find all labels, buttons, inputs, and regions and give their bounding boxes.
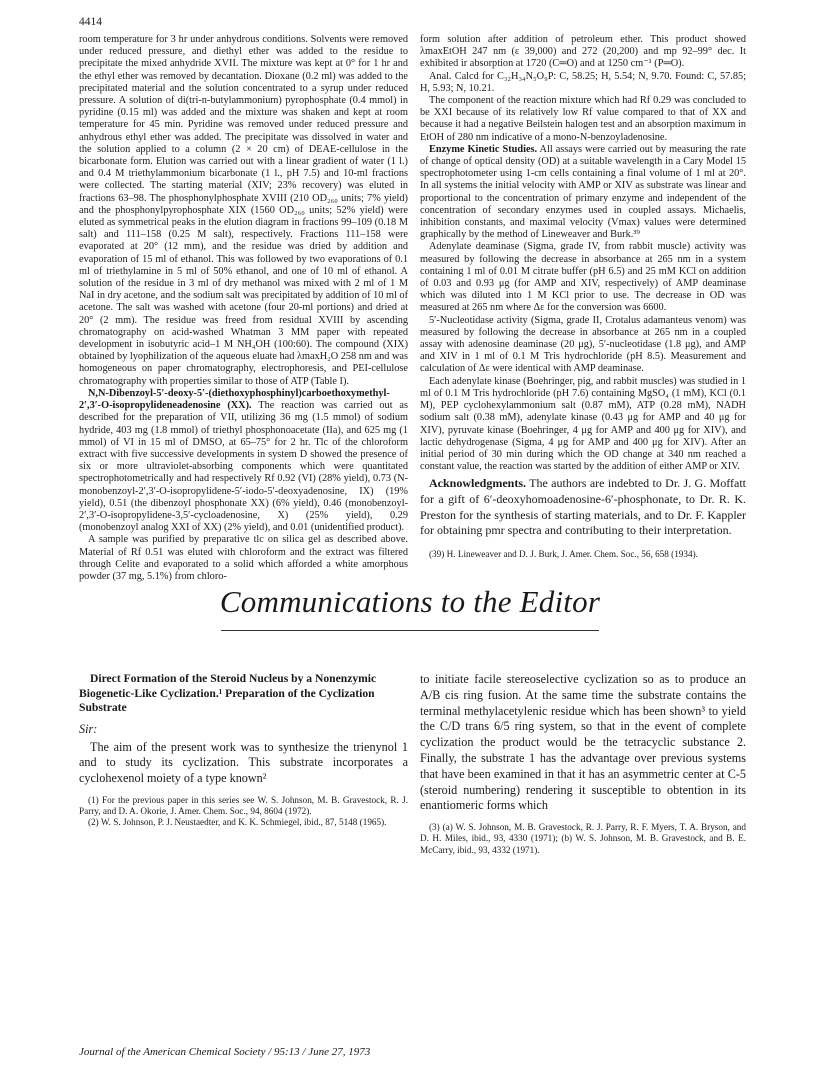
paragraph-body: All assays were carried out by measuring the rate of change of optical density (OD) at a suitable wavelength in a Cary Model 15 spectrophotometer using 1-cm cells containing a final volume of 1 ml at 20°. In all systems the initial velocity with AMP or XIV as substrate was linear and proportional to the concentration of primary enzyme and independent of the concentration of secondary enzymes used in coupled assays. Michaelis, inhibition constants, and maximal velocity (Vmax) values were determined graphically by the method of Lineweaver and Burk.³⁹ <box>420 143 746 241</box>
acknowledgments <box>420 476 746 538</box>
paragraph: Each adenylate kinase (Boehringer, pig, and rabbit muscles) was studied in 1 ml of 0.1 M Tris hydrochloride (pH 7.6) containing MgSO₄ (1 mM), KCl (0.1 M), PEP cyclohexylammonium salt (0.87 mM), ATP (0.28 mM), NADH sodium salt (0.38 mM), adenylate kinase (0.43 μg for AMP and 40 μg for XIV), pyruvate kinase (Boehringer, 4 μg for AMP and 400 μg for XIV), and lactic dehydrogenase (Sigma, 4 μg for AMP and 400 μg for XIV). After an initial period of 30 min during which the OD change at 340 nm reached a constant value, the reaction was started by the addition of either AMP or XIV. <box>420 375 746 473</box>
page-number: 4414 <box>79 16 102 28</box>
paragraph: The component of the reaction mixture which had Rf 0.29 was concluded to be XXI because of its relatively low Rf value compared to that of XX and because it had a negative Beilstein halogen test and an absorption maximum in EtOH of 280 nm indicative of a mono-N-benzoyladenosine. <box>420 95 746 143</box>
footnote-1: (1) For the previous paper in this series see W. S. Johnson, M. B. Gravestock, R. J. Parry, and D. A. Okorie, J. Amer. Chem. Soc., 94, 8604 (1972). <box>79 794 408 817</box>
footnotes <box>79 795 408 829</box>
acknowledgments-heading: Acknowledgments. <box>429 476 527 491</box>
acknowledgments-body: The authors are indebted to Dr. J. G. Moffatt for a gift of 6′-deoxyhomoadenosine-6′-phosphonate, to Dr. R. K. Preston for the synthesis of starting materials, and to Dr. F. Kappler for obtaining pmr spectra and contributing to their interpretation. <box>420 476 746 538</box>
experimental-left-column <box>79 34 408 583</box>
paragraph <box>420 144 746 242</box>
paragraph: form solution after addition of petroleum ether. This product showed λmaxEtOH 247 nm (ε 39,000) and 272 (20,200) and mp 92–99° dec. It exhibited ir absorption at 1720 (C═O) and at 1250 cm⁻¹ (P═O). <box>420 34 746 70</box>
compound-heading: N,N-Dibenzoyl-5′-deoxy-5′-(diethoxyphosphinyl)carboethoxymethyl-2′,3′-O-isopropylideneadenosine (XX). <box>79 387 390 412</box>
reference-39: (39) H. Lineweaver and D. J. Burk, J. Amer. Chem. Soc., 56, 658 (1934). <box>429 548 698 559</box>
paragraph: room temperature for 3 hr under anhydrous conditions. Solvents were removed under reduced pressure, and diethyl ether was added to the residue to precipitate the mixed anhydride XVII. The mixture was kept at 0° for 1 hr and the ethyl ether was removed by decantation. Dioxane (0.2 ml) was added to the precipitated material and the solution concentrated to a syrup under reduced pressure. A solution of di(tri-n-butylammonium) pyrophosphate (0.4 mmol) in pyridine (0.15 ml) was added and the mixture was shaken and kept at room temperature for 45 min. Pyridine was removed under reduced pressure and anhydrous ethyl ether was added. The precipitate was dissolved in water and the solution applied to a column (2 × 20 cm) of DEAE-cellulose in the bicarbonate form. Elution was carried out with a linear gradient of water (1 l.) and 0.4 M triethylammonium bicarbonate (1 l., pH 7.5) and 10-ml fractions were collected. The starting material (XIV; 23% recovery) was eluted in fractions 63–98. The phosphonylphosphate XVIII (210 OD₂₆₀ units; 7% yield) and the phosphonylpyrophosphate XIX (1560 OD₂₆₀ units; 52% yield) were eluted as symmetrical peaks in the elution diagram in fractions 99–109 (0.18 M salt) and 111–158 (0.25 M salt), respectively. Fractions 111–158 were evaporated at 20° (12 mm), and the residue was dried by addition and evaporation of 15 ml of ethanol. This was followed by two evaporations of 0.1 ml of triethylamine in 5 ml of 50% ethanol, and one of 10 ml of ethanol. A solution of the residue in 3 ml of dry methanol was mixed with 2 ml of 1 M NaI in dry acetone, and the sodium salt was precipitated by addition of 10 ml of acetone. The salt was washed with acetone (four 20-ml portions) and dried at 20° (2 mm). The residue was freed from residual XVIII by ascending chromatography on acid-washed Whatman 3 MM paper with repeated development in isobutyric acid–1 M NH₄OH (100:60). The compound (XIX) obtained by lyophilization of the aqueous eluate had λmaxH₂O 258 nm and was homogeneous on paper chromatography, electrophoresis, and PEI-cellulose chromatography with properties similar to those of ATP (Table I). <box>79 34 408 387</box>
footnote-2: (2) W. S. Johnson, P. J. Neustaedter, and K. K. Schmiegel, ibid., 87, 5148 (1965). <box>88 817 387 828</box>
paragraph: to initiate facile stereoselective cyclization so as to produce an A/B cis ring fusion. At the same time the substrate contains the terminal methylacetylenic residue which has been shown³ to yield the C/D trans 6/5 ring system, so that in the event of complete cyclization the product would be the tetracyclic substance 2. Finally, the substrate 1 has the advantage over previous systems that have been examined in that it has an asymmetric center at C-5 (steroid numbering) rendering it susceptible to obtention in its enantiomeric forms which <box>420 672 746 813</box>
article-title: Direct Formation of the Steroid Nucleus by a Nonenzymic Biogenetic-Like Cyclization.¹ Preparation of the Cyclization Substrate <box>79 672 377 715</box>
paragraph: The aim of the present work was to synthesize the trienynol 1 and to study its cyclization. This substrate incorporates a cyclohexenol moiety of a type known² <box>79 739 408 786</box>
section-divider <box>221 630 599 631</box>
paragraph: 5′-Nucleotidase activity (Sigma, grade II, Crotalus adamanteus venom) was measured by following the decrease in absorbance at 265 nm in a coupled assay with adenosine deaminase (20 μg), 5′-nucleotidase (1.8 μg), and AMP and XIV in 1 ml of 0.1 M Tris hydrochloride (pH 8.5). Measurement and calculation of Δε were identical with AMP deaminase. <box>420 314 746 375</box>
section-heading: Enzyme Kinetic Studies. <box>429 143 538 155</box>
communication-right-column <box>420 672 746 856</box>
paragraph <box>79 388 408 534</box>
salutation: Sir: <box>79 721 98 736</box>
footnote-3: (3) (a) W. S. Johnson, M. B. Gravestock, R. J. Parry, R. F. Myers, T. A. Bryson, and D. H. Miles, ibid., 93, 4330 (1971); (b) W. S. Johnson, M. B. Gravestock, and B. E. McCarry, ibid., 93, 4332 (1971). <box>420 822 746 855</box>
paragraph: A sample was purified by preparative tlc on silica gel as described above. Material of Rf 0.51 was eluted with chloroform and the extract was filtered through Celite and evaporated to a solid which afforded a white amorphous powder (37 mg, 5.1%) from chloro- <box>79 534 408 582</box>
communication-left-column <box>79 672 408 829</box>
section-title: Communications to the Editor <box>219 584 601 619</box>
analysis-paragraph: Anal. Calcd for C₃₂H₃₄N₅O₉P: C, 58.25; H, 5.54; N, 9.70. Found: C, 57.85; H, 5.93; N, 10.21. <box>420 70 746 94</box>
footnotes <box>420 822 746 856</box>
paragraph: Adenylate deaminase (Sigma, grade IV, from rabbit muscle) activity was measured by following the decrease in absorbance at 265 nm in a system containing 1 ml of 0.01 M citrate buffer (pH 6.5) and 25 mM KCl on addition of 0.03 and 0.93 μg (for AMP and XIV, respectively) of AMP deaminase which was diluted into 1 M KCl prior to use. The decrease in OD was measured at 265 nm where Δε for the conversion was 6600. <box>420 241 746 314</box>
experimental-right-column <box>420 34 746 560</box>
paragraph-body: The reaction was carried out as described for the preparation of VII, utilizing 36 mg (1.5 mmol) of sodium hydride, 403 mg (1.8 mmol) of triethyl phosphonoacetate (IIa), and 625 mg (1 mmol) of VI in 15 ml of DMSO, at 65–75° for 2 hr. Tlc of the chloroform extract with five successive developments in system D showed the presence of six or more ultraviolet-absorbing components which were quantitated spectrophotometrically and had respectively Rf 0.92 (VI) (28% yield), 0.73 (N-monobenzoyl-2′,3′-O-isopropylidene-5′-iodo-5′-deoxyadenosine, IX) (19% yield), 0.51 (the dibenzoyl phosphonate XX) (6% yield), 0.46 (monobenzoyl-2′,3′-O-isopropylidene-3,5′-cycloadenosine, X) (25% yield), 0.29 (monobenzoyl analog XXI of XX) (2% yield), and 0.01 (unidentified product). <box>79 400 408 534</box>
journal-footer: Journal of the American Chemical Society / 95:13 / June 27, 1973 <box>79 1046 371 1058</box>
